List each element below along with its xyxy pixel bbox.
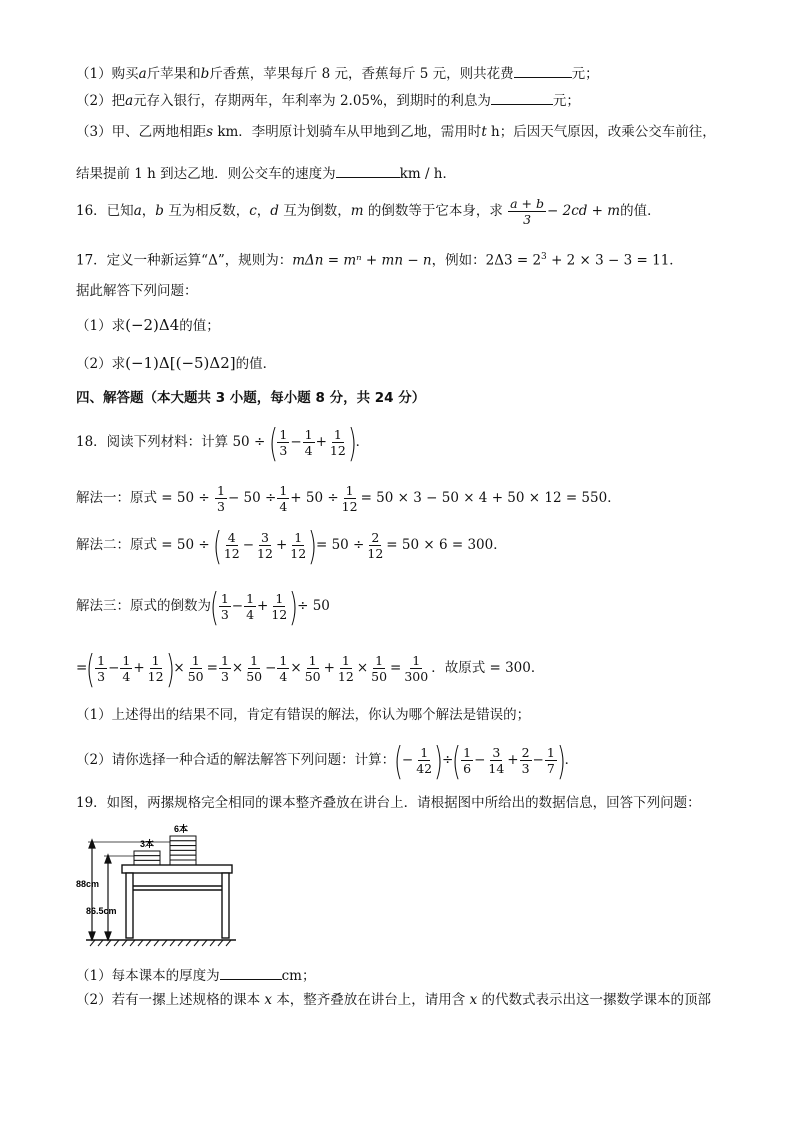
fraction [277, 427, 289, 458]
denominator: 3 [216, 499, 225, 514]
numerator: 1 [345, 483, 354, 498]
var-c: c [249, 203, 257, 219]
answer-blank[interactable] [491, 90, 553, 105]
fraction [520, 745, 532, 776]
paren: ) [308, 523, 318, 568]
paren: ( [212, 523, 222, 568]
denominator: 3 [523, 212, 532, 227]
stack-label-6: 6本 [174, 824, 189, 834]
answer-blank[interactable] [336, 163, 400, 178]
numerator: 1 [220, 653, 229, 668]
denominator: 50 [371, 669, 388, 684]
example-expression: + 2 × 3 − 3 = 11． [546, 252, 683, 269]
var-d: d [270, 203, 279, 219]
var-a: a [133, 203, 142, 219]
fraction [146, 653, 166, 684]
text: 斤香蕉，苹果每斤 8 元，香蕉每斤 5 元，则共花费 [209, 66, 514, 82]
denominator: 14 [488, 761, 505, 776]
q15-part3 [76, 123, 716, 141]
text: 解法二：原式 = 50 ÷ [76, 537, 210, 553]
numerator: 1 [341, 653, 350, 668]
fraction [336, 653, 356, 684]
var-b: b [155, 203, 164, 219]
exponent: 3 [541, 252, 547, 262]
text: 元存入银行，存期两年，年利率为 2.05%，到期时的利息为 [133, 93, 491, 109]
height-label-865: 86.5cm [86, 906, 117, 916]
expression: (−2)Δ4 [125, 316, 180, 334]
fraction [215, 483, 227, 514]
text: ， [256, 203, 271, 219]
denominator: 3 [220, 607, 229, 622]
q18-method3-cont: =( $\frac{1}{3}$ − $\frac{1}{4}$ + $\frac{1}{12}$ )× $\frac{1}{50}$ = $\frac{1}{3}$ × $\frac{1}{50}$ − $\frac{1}{4}$ × $\frac{1}{50}$ + $\frac{1}{12}$ × $\frac{1}{50}$ = $\frac{1}{300}$ ．故原式 = 300． [76, 646, 545, 691]
q19-part1 [76, 965, 315, 985]
text: cm； [281, 968, 316, 984]
text: = 50 × 6 = 300． [386, 537, 507, 553]
q18-part2: （2）请你选择一种合适的解法解答下列问题：计算：(− $\frac{1}{42}$ )÷( $\frac{1}{6}$ − $\frac{3}{14}$ + $\frac{2}{3}$ − $\frac{1}{7}$ )． [76, 738, 579, 783]
denominator: 12 [329, 443, 346, 458]
numerator: 1 [463, 745, 472, 760]
numerator: 3 [492, 745, 501, 760]
denominator: 12 [341, 499, 358, 514]
numerator: 1 [279, 427, 288, 442]
expression: (−1)Δ[(−5)Δ2] [125, 354, 236, 372]
fraction [303, 427, 315, 458]
numerator: 2 [521, 745, 530, 760]
var-t: t [481, 124, 487, 140]
denominator: 12 [147, 669, 164, 684]
text: 元； [552, 93, 580, 109]
numerator: 1 [375, 653, 384, 668]
text: （3）甲、乙两地相距 [76, 124, 207, 140]
text: （2）若有一摞上述规格的课本 [76, 992, 261, 1008]
desk-figure [76, 818, 256, 954]
paren: ( [86, 646, 96, 691]
fraction [186, 653, 206, 684]
text: 的值； [179, 318, 220, 334]
denominator: 12 [257, 546, 273, 561]
denominator: 3 [220, 669, 229, 684]
numerator: 1 [220, 591, 229, 606]
fraction [219, 653, 231, 684]
paren: ( [268, 420, 278, 465]
q15-part3-cont [76, 163, 456, 183]
fraction [328, 427, 348, 458]
text: 18．阅读下列材料：计算 50 ÷ [76, 434, 266, 450]
q17-instruction [76, 282, 198, 300]
var-x: x [264, 992, 273, 1008]
text: 互为相反数， [168, 203, 250, 219]
text: = 50 ÷ [315, 537, 365, 553]
fraction [244, 591, 256, 622]
stack-label-3: 3本 [140, 839, 155, 849]
section-heading: 四、解答题（本大题共 3 小题，每小题 8 分，共 24 分） [76, 390, 426, 406]
var-m: m [350, 203, 364, 219]
question-19 [76, 794, 701, 812]
numerator: 1 [308, 653, 317, 668]
var-x: x [469, 992, 478, 1008]
ground [86, 940, 236, 946]
book-stack-3 [134, 851, 160, 865]
text: 据此解答下列问题： [76, 283, 198, 299]
paren: ) [289, 584, 299, 629]
denominator: 3 [97, 669, 106, 684]
fraction [244, 653, 264, 684]
numerator: 1 [279, 653, 288, 668]
text: 本，整齐叠放在讲台上，请用含 [276, 992, 466, 1008]
height-label-88: 88cm [76, 879, 100, 889]
text: ， [141, 203, 156, 219]
text: （1）上述得出的结果不同，肯定有错误的解法，你认为哪个解法是错误的； [76, 707, 531, 723]
denominator: 50 [304, 669, 321, 684]
numerator: 1 [97, 653, 106, 668]
text: 16．已知 [76, 203, 134, 219]
var-s: s [206, 124, 214, 140]
rule-expression: mΔn = mⁿ + mn − n [292, 252, 432, 269]
numerator: a + b [510, 196, 544, 211]
numerator: 1 [333, 427, 342, 442]
denominator: 50 [187, 669, 204, 684]
example-expression: 2Δ3 = 2 [485, 252, 542, 269]
denominator: 7 [546, 761, 555, 776]
numerator: 1 [216, 483, 225, 498]
denominator: 12 [337, 669, 354, 684]
fraction [277, 653, 289, 684]
numerator: 2 [371, 530, 380, 545]
text: 解法三：原式的倒数为 [76, 598, 211, 614]
fraction [269, 591, 289, 622]
fraction [303, 653, 323, 684]
text: （2）求 [76, 356, 126, 372]
text: （1）购买 [76, 66, 139, 82]
denominator: 12 [223, 546, 240, 561]
q18-part1 [76, 706, 530, 724]
paren: ( [209, 584, 219, 629]
numerator: 3 [261, 530, 269, 545]
numerator: 1 [279, 483, 288, 498]
numerator: 1 [275, 591, 284, 606]
text: 元； [571, 66, 599, 82]
paren: ( [394, 738, 403, 783]
fraction [340, 483, 360, 514]
q18-method2: 解法二：原式 = 50 ÷ ( $\frac{4}{12}$ − $\frac{3}{12}$ + $\frac{1}{12}$ )= 50 ÷ $\frac{2}{12}$ = 50 × 6 = 300． [76, 523, 507, 568]
paren: ) [347, 420, 357, 465]
text: ÷ 50 [297, 598, 330, 614]
text: 斤苹果和 [146, 66, 201, 82]
numerator: 1 [246, 591, 255, 606]
denominator: 4 [279, 499, 288, 514]
paren: ) [556, 738, 566, 783]
text: 19．如图，两摞规格完全相同的课本整齐叠放在讲台上．请根据图中所给出的数据信息，回答下列问题： [76, 795, 701, 811]
text: ．故原式 = 300． [431, 660, 545, 676]
q18-method1: 解法一：原式 = 50 ÷ $\frac{1}{3}$ − 50 ÷ $\frac{1}{4}$ + 50 ÷ $\frac{1}{12}$ = 50 × 3 − 50 × 4 + 50 × 12 = 550． [76, 483, 621, 514]
fraction [288, 530, 308, 561]
fraction [414, 745, 434, 776]
fraction [222, 530, 242, 561]
q17-part1 [76, 316, 220, 335]
denominator: 12 [271, 607, 288, 622]
answer-blank[interactable] [514, 63, 572, 78]
text: 的值． [235, 356, 277, 372]
q18-method3: 解法三：原式的倒数为( $\frac{1}{3}$ − $\frac{1}{4}$ + $\frac{1}{12}$ )÷ 50 [76, 584, 330, 629]
text: 结果提前 1 h 到达乙地．则公交车的速度为 [76, 166, 336, 182]
text: h；后因天气原因，改乘公交车前往， [491, 124, 716, 140]
denominator: 6 [463, 761, 472, 776]
text: 的倒数等于它本身，求 [367, 203, 503, 219]
fraction [255, 530, 275, 561]
q17-part2 [76, 354, 276, 373]
numerator: 1 [151, 653, 160, 668]
desk [122, 865, 232, 938]
question-16 [76, 196, 661, 227]
fraction [219, 591, 231, 622]
numerator: 1 [191, 653, 200, 668]
text: 解法一：原式 = 50 ÷ [76, 490, 210, 506]
var-a: a [138, 66, 147, 82]
numerator: 1 [250, 653, 259, 668]
denominator: 300 [404, 669, 429, 684]
denominator: 4 [304, 443, 313, 458]
fraction [277, 483, 289, 514]
fraction [95, 653, 107, 684]
paren: ) [165, 646, 175, 691]
numerator: 1 [122, 653, 131, 668]
denominator: 3 [279, 443, 288, 458]
book-stack-6 [170, 836, 196, 865]
question-18-intro: 18．阅读下列材料：计算 50 ÷ ( $\frac{1}{3}$ − $\frac{1}{4}$ + $\frac{1}{12}$ )． [76, 420, 370, 465]
answer-blank[interactable] [220, 965, 282, 980]
text: km．李明原计划骑车从甲地到乙地，需用时 [217, 124, 482, 140]
text: 17．定义一种新运算“Δ”，规则为： [76, 252, 293, 269]
expression: − 2cd + m [547, 203, 621, 219]
numerator: 4 [227, 530, 236, 545]
paren: ) [434, 738, 444, 783]
numerator: 1 [420, 745, 429, 760]
text: （1）每本课本的厚度为 [76, 968, 220, 984]
fraction [369, 653, 389, 684]
denominator: 42 [416, 761, 433, 776]
fraction [120, 653, 132, 684]
paren: ( [452, 738, 462, 783]
var-a: a [125, 93, 134, 109]
denominator: 50 [246, 669, 263, 684]
text: 互为倒数， [283, 203, 351, 219]
text: 的值． [620, 203, 661, 219]
fraction [486, 745, 506, 776]
q15-part2 [76, 90, 580, 110]
text: （1）求 [76, 318, 126, 334]
numerator: 1 [304, 427, 313, 442]
text: （2）请你选择一种合适的解法解答下列问题：计算： [76, 752, 396, 768]
denominator: 4 [122, 669, 131, 684]
numerator: 1 [294, 530, 303, 545]
text: = 50 × 3 − 50 × 4 + 50 × 12 = 550． [360, 490, 621, 506]
q15-part1 [76, 63, 599, 83]
fraction [508, 196, 546, 227]
var-b: b [200, 66, 210, 82]
denominator: 12 [290, 546, 307, 561]
fraction [461, 745, 473, 776]
q19-part2 [76, 991, 711, 1009]
denominator: 4 [246, 607, 255, 622]
text: （2）把 [76, 93, 126, 109]
denominator: 4 [279, 669, 288, 684]
text: km / h． [399, 166, 456, 182]
fraction [402, 653, 430, 684]
question-17 [76, 248, 683, 270]
denominator: 12 [367, 546, 384, 561]
fraction [545, 745, 557, 776]
numerator: 1 [546, 745, 555, 760]
fraction [365, 530, 385, 561]
text: 的代数式表示出这一摞数学课本的顶部 [481, 992, 712, 1008]
numerator: 1 [412, 653, 421, 668]
text: ，例如： [431, 252, 486, 269]
denominator: 3 [521, 761, 530, 776]
